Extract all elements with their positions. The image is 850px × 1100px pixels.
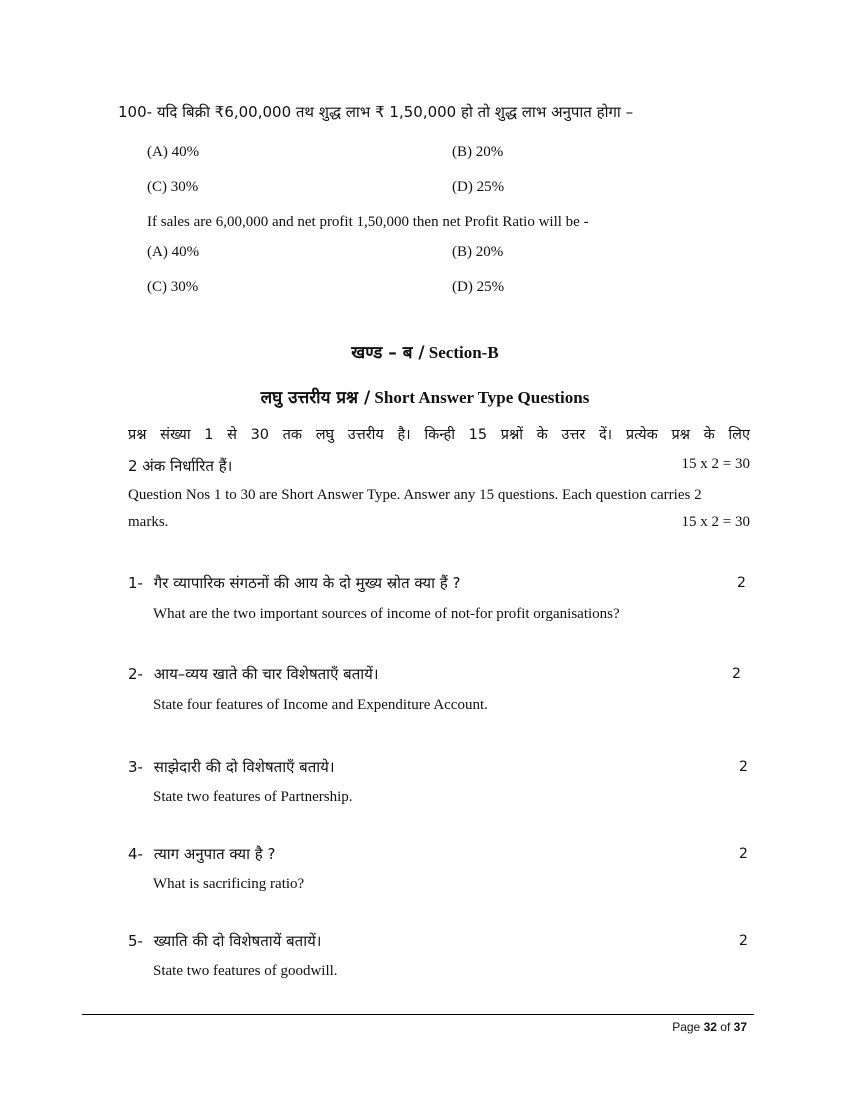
section-title-hindi: खण्ड – ब / <box>351 343 425 363</box>
section-title-english: Section-B <box>428 343 499 362</box>
option-b: (B) 20% <box>452 144 504 160</box>
option-a: (A) 40% <box>147 144 200 160</box>
option-d: (D) 25% <box>452 179 505 195</box>
question-text-hindi: साझेदारी की दो विशेषताएँ बताये। <box>153 758 335 776</box>
question-marks: 2 <box>737 575 746 591</box>
page-of-label: of <box>720 1020 731 1034</box>
section-title <box>0 340 850 363</box>
page-number <box>600 1020 747 1034</box>
question-text-hindi: त्याग अनुपात क्या है ? <box>153 845 276 863</box>
question-number: 2- <box>128 665 143 683</box>
question-text-hindi: यदि बिक्री ₹6,00,000 तथ शुद्ध लाभ ₹ 1,50,000 हो तो शुद्ध लाभ अनुपात होगा – <box>156 103 634 121</box>
question-number: 1- <box>128 574 143 592</box>
question-text-hindi: आय–व्यय खाते की चार विशेषताएँ बतायें। <box>153 665 379 683</box>
question-number: 5- <box>128 932 143 950</box>
question-text-english: State two features of Partnership. <box>153 789 353 805</box>
section-subtitle-english: Short Answer Type Questions <box>374 388 590 407</box>
question-marks: 2 <box>739 933 748 949</box>
question-text-english: What are the two important sources of income of not-for profit organisations? <box>153 606 620 622</box>
marks-summary: 15 x 2 = 30 <box>681 456 750 472</box>
question-text-hindi: गैर व्यापारिक संगठनों की आय के दो मुख्य स्रोत क्या हैं ? <box>153 574 461 592</box>
question-text-hindi: ख्याति की दो विशेषतायें बतायें। <box>153 932 322 950</box>
question-2 <box>128 664 379 684</box>
option-b-english: (B) 20% <box>452 244 504 260</box>
question-number: 3- <box>128 758 143 776</box>
instructions-english-line1: Question Nos 1 to 30 are Short Answer Type. Answer any 15 questions. Each question carries 2 <box>128 487 702 503</box>
footer-divider <box>82 1014 754 1015</box>
option-d-english: (D) 25% <box>452 279 505 295</box>
instructions-hindi-line1: प्रश्न संख्या 1 से 30 तक लघु उत्तरीय है। किन्ही 15 प्रश्नों के उत्तर दें। प्रत्येक प्रश्न के लिए <box>128 427 750 443</box>
page-current: 32 <box>703 1020 717 1034</box>
option-c: (C) 30% <box>147 179 199 195</box>
question-3 <box>128 757 335 777</box>
question-marks: 2 <box>739 759 748 775</box>
option-c-english: (C) 30% <box>147 279 199 295</box>
marks-summary-english: 15 x 2 = 30 <box>681 514 750 530</box>
section-subtitle <box>0 385 850 408</box>
page-label: Page <box>672 1020 701 1034</box>
question-5 <box>128 931 322 951</box>
question-100 <box>118 102 633 122</box>
page-total: 37 <box>733 1020 747 1034</box>
section-subtitle-hindi: लघु उत्तरीय प्रश्न / <box>260 388 371 408</box>
question-number: 4- <box>128 845 143 863</box>
question-marks: 2 <box>739 846 748 862</box>
option-a-english: (A) 40% <box>147 244 200 260</box>
question-4 <box>128 844 275 864</box>
question-text-english: State two features of goodwill. <box>153 963 338 979</box>
question-text-english: What is sacrificing ratio? <box>153 876 305 892</box>
question-1 <box>128 573 460 593</box>
instructions-english-line2: marks. <box>128 514 169 530</box>
question-text-english: If sales are 6,00,000 and net profit 1,50,000 then net Profit Ratio will be - <box>147 214 589 230</box>
question-text-english: State four features of Income and Expenditure Account. <box>153 697 488 713</box>
question-number: 100- <box>118 103 153 121</box>
question-marks: 2 <box>732 666 741 682</box>
instructions-hindi-line2: 2 अंक निर्धारित हैं। <box>128 457 233 475</box>
